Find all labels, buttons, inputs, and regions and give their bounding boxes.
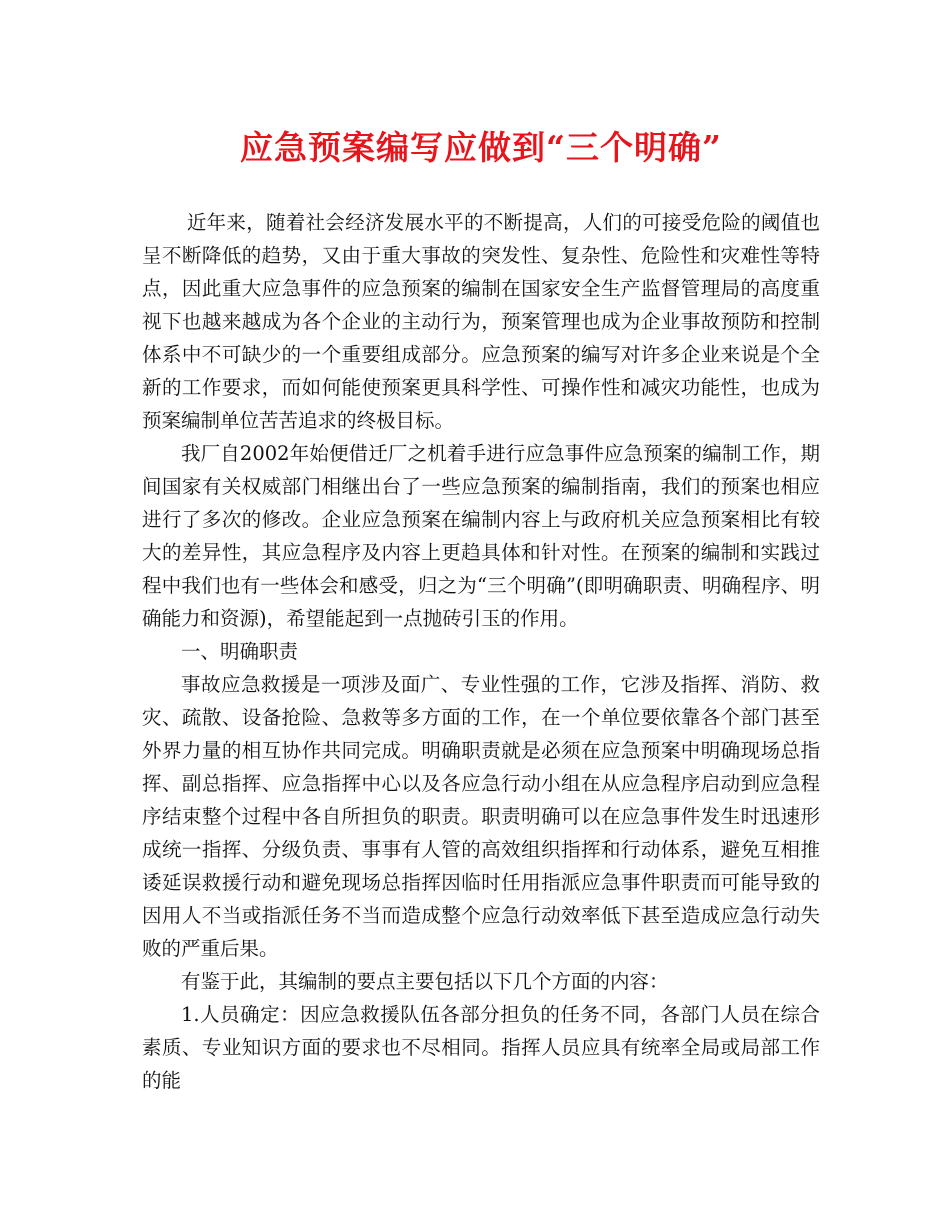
paragraph-responsibilities: 事故应急救援是一项涉及面广、专业性强的工作，它涉及指挥、消防、救灾、疏散、设备抢险、急救等多方面的工作，在一个单位要依靠各个部门甚至外界力量的相互协作共同完成。明确职责就是必须在应急预案中明确现场总指挥、副总指挥、应急指挥中心以及各应急行动小组在从应急程序启动到应急程序结束整个过程中各自所担负的职责。职责明确可以在应急事件发生时迅速形成统一指挥、分级负责、事事有人管的高效组织指挥和行动体系，避免互相推诿延误救援行动和避免现场总指挥因临时任用指派应急事件职责而可能导致的因用人不当或指派任务不当而造成整个应急行动效率低下甚至造成应急行动失败的严重后果。 xyxy=(142,672,820,960)
paragraph-personnel: 1.人员确定：因应急救援队伍各部分担负的任务不同，各部门人员在综合素质、专业知识方面的要求也不尽相同。指挥人员应具有统率全局或局部工作的能 xyxy=(142,1002,820,1092)
paragraph-intro: 近年来，随着社会经济发展水平的不断提高，人们的可接受危险的阈值也呈不断降低的趋势，又由于重大事故的突发性、复杂性、危险性和灾难性等特点，因此重大应急事件的应急预案的编制在国家安全生产监督管理局的高度重视下也越来越成为各个企业的主动行为，预案管理也成为企业事故预防和控制体系中不可缺少的一个重要组成部分。应急预案的编写对许多企业来说是个全新的工作要求，而如何能使预案更具科学性、可操作性和减灾功能性，也成为预案编制单位苦苦追求的终极目标。 xyxy=(142,210,820,432)
paragraph-key-points: 有鉴于此，其编制的要点主要包括以下几个方面的内容： xyxy=(181,969,669,993)
section-heading-responsibilities: 一、明确职责 xyxy=(181,639,299,663)
document-page xyxy=(142,128,820,1097)
document-title: 应急预案编写应做到“三个明确” xyxy=(240,128,722,167)
paragraph-background: 我厂自2002年始便借迁厂之机着手进行应急事件应急预案的编制工作，期间国家有关权威部门相继出台了一些应急预案的编制指南，我们的预案也相应进行了多次的修改。企业应急预案在编制内容上与政府机关应急预案相比有较大的差异性，其应急程序及内容上更趋具体和针对性。在预案的编制和实践过程中我们也有一些体会和感受，归之为“三个明确”(即明确职责、明确程序、明确能力和资源)，希望能起到一点抛砖引玉的作用。 xyxy=(142,441,820,630)
